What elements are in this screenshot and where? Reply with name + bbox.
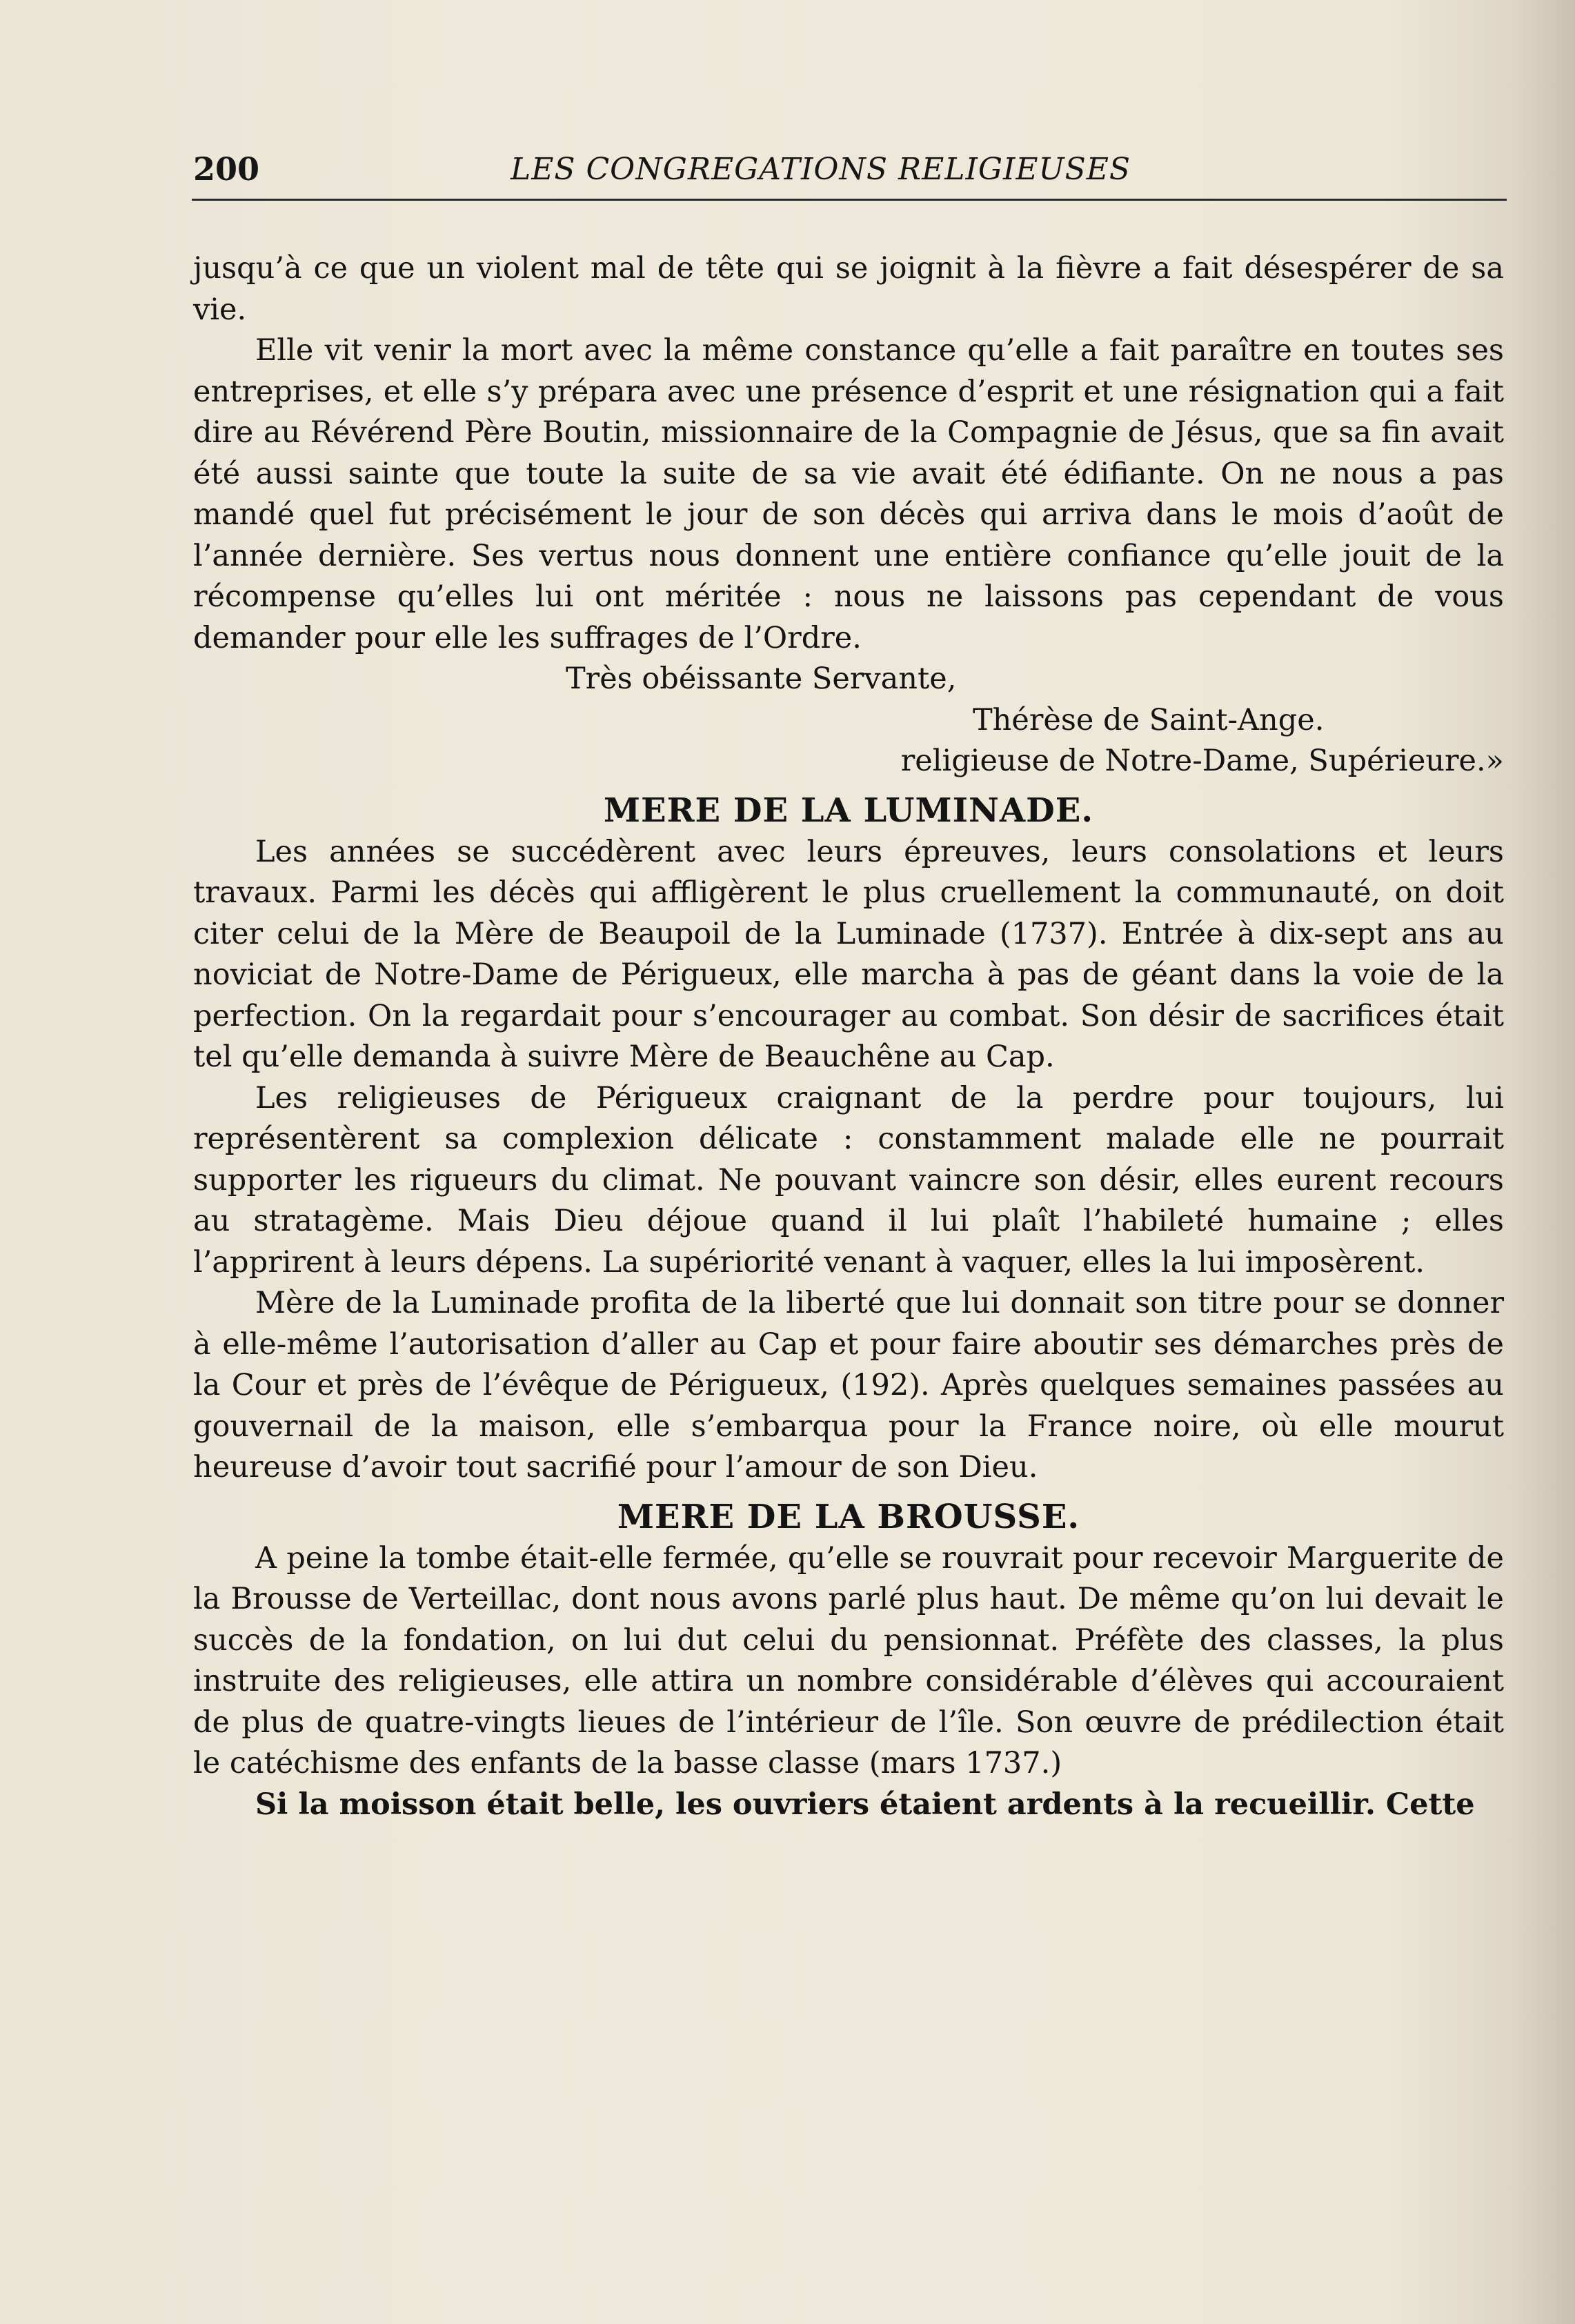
page-body — [193, 248, 1504, 1825]
signature-title: religieuse de Notre-Dame, Supérieure.» — [900, 744, 1504, 778]
paragraph-brousse-2: Si la moisson était belle, les ouvriers étaient ardents à la recueillir. Cette — [255, 1787, 1475, 1822]
paragraph-luminade-3: Mère de la Luminade profita de la liberté que lui donnait son titre pour se donner à elle-même l’autorisation d’aller au Cap et pour faire aboutir ses démarches près de la Cour et près de l’évêque de Périgueux, (192). Après quelques semaines passées au gouvernail de la maison, elle s’embarqua pour la France noire, où elle mourut heureuse d’avoir tout sacrifié pour l’amour de son Dieu. — [193, 1286, 1504, 1484]
paragraph-luminade-1: Les années se succédèrent avec leurs épreuves, leurs consolations et leurs travaux. Parmi les décès qui affligèrent le plus cruellement la communauté, on doit citer celui de la Mère de Beaupoil de la Luminade (1737). Entrée à dix-sept ans au noviciat de Notre-Dame de Périgueux, elle marcha à pas de géant dans la voie de la perfection. On la regardait pour s’encourager au combat. Son désir de sacrifices était tel qu’elle demanda à suivre Mère de Beauchêne au Cap. — [193, 834, 1504, 1074]
paragraph-luminade-2: Les religieuses de Périgueux craignant de la perdre pour toujours, lui représentèrent sa complexion délicate : constamment malade elle ne pourrait supporter les rigueurs du climat. Ne pouvant vaincre son désir, elles eurent recours au stratagème. Mais Dieu déjoue quand il lui plaît l’habileté humaine ; elles l’apprirent à leurs dépens. La supériorité venant à vaquer, elles la lui imposèrent. — [193, 1080, 1504, 1280]
section-heading-brousse: MERE DE LA BROUSSE. — [617, 1497, 1080, 1536]
section-heading-luminade: MERE DE LA LUMINADE. — [603, 791, 1094, 830]
paragraph-brousse-1: A peine la tombe était-elle fermée, qu’elle se rouvrait pour recevoir Marguerite de la Brousse de Verteillac, dont nous avons parlé plus haut. De même qu’on lui devait le succès de la fondation, on lui dut celui du pensionnat. Préfète des classes, la plus instruite des religieuses, elle attira un nombre considérable d’élèves qui accouraient de plus de quatre-vingts lieues de l’intérieur de l’île. Son œuvre de prédilection était le catéchisme des enfants de la basse classe (mars 1737.) — [193, 1540, 1504, 1780]
header-rule — [192, 199, 1507, 201]
paragraph-continuation: jusqu’à ce que un violent mal de tête qui se joignit à la fièvre a fait désespérer de sa vie. — [193, 251, 1504, 327]
signature-name: Thérèse de Saint-Ange. — [973, 702, 1325, 737]
page-number: 200 — [193, 150, 260, 188]
page-header — [193, 150, 1511, 199]
signature-closing: Très obéissante Servante, — [566, 662, 957, 696]
running-title: LES CONGREGATIONS RELIGIEUSES — [511, 152, 1131, 187]
paragraph-death-account: Elle vit venir la mort avec la même constance qu’elle a fait paraître en toutes ses entreprises, et elle s’y prépara avec une présence d’esprit et une résignation qui a fait dire au Révérend Père Boutin, missionnaire de la Compagnie de Jésus, que sa fin avait été aussi sainte que toute la suite de sa vie avait été édifiante. On ne nous a pas mandé quel fut précisément le jour de son décès qui arriva dans le mois d’août de l’année dernière. Ses vertus nous donnent une entière confiance qu’elle jouit de la récompense qu’elles lui ont méritée : nous ne laissons pas cependant de vous demander pour elle les suffrages de l’Ordre. — [193, 333, 1504, 655]
